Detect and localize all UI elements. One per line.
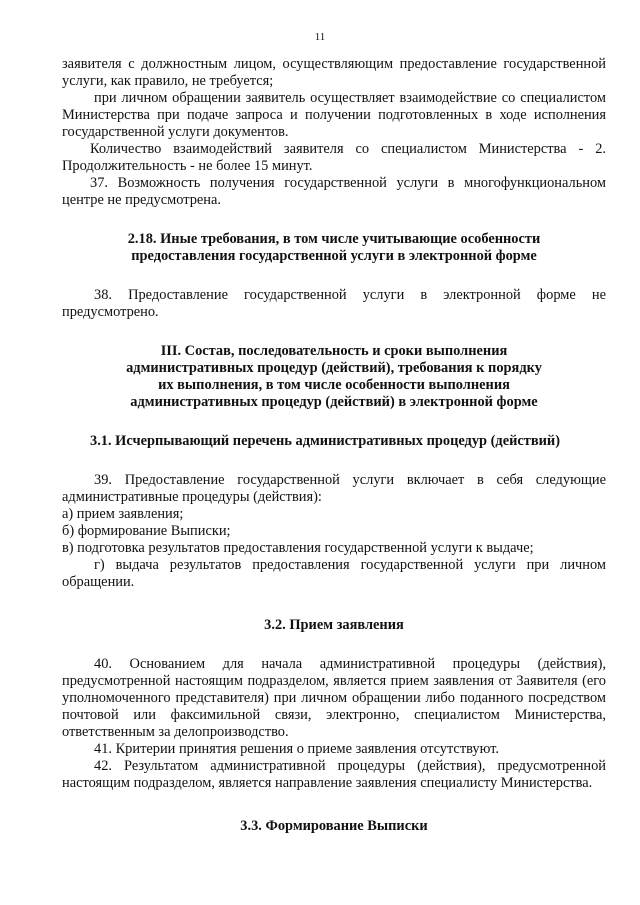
paragraph-continuation: заявителя с должностным лицом, осуществляющим предоставление государственной услуги, как правило, не требуется; [62,56,606,89]
section-2-18-heading [62,231,606,265]
page-number: 11 [314,31,326,43]
paragraph-38: 38. Предоставление государственной услуги в электронной форме не предусмотрено. [62,287,606,320]
paragraph-37: 37. Возможность получения государственной услуги в многофункциональном центре не предусмотрена. [62,175,606,208]
heading-line: III. Состав, последовательность и сроки выполнения [160,343,508,359]
heading-line: административных процедур (действий), требования к порядку [126,360,542,376]
list-item: б) формирование Выписки; [62,523,231,539]
section-3-3-heading: 3.3. Формирование Выписки [240,818,428,834]
paragraph-41: 41. Критерии принятия решения о приеме заявления отсутствуют. [94,741,499,757]
list-item: а) прием заявления; [62,506,184,522]
paragraph-42: 42. Результатом административной процедуры (действия), предусмотренной настоящим подразделом, является направление заявления специалисту Министерства. [62,758,606,791]
paragraph-interactions-count: Количество взаимодействий заявителя со специалистом Министерства - 2. Продолжительность - не более 15 минут. [62,141,606,174]
chapter-3-heading [62,343,606,411]
document-body [62,56,606,835]
list-item: в) подготовка результатов предоставления государственной услуги к выдаче; [62,540,534,556]
heading-line: административных процедур (действий) в электронной форме [130,394,538,410]
heading-line: их выполнения, в том числе особенности выполнения [158,377,510,393]
paragraph-39: 39. Предоставление государственной услуги включает в себя следующие административные процедуры (действия): [62,472,606,505]
paragraph-40: 40. Основанием для начала административной процедуры (действия), предусмотренной настоящим подразделом, является прием заявления от Заявителя (его уполномоченного представителя) при личном обращении либо поданного посредством почтовой или факсимильной связи, электронно, специалистом Министерства, ответственным за делопроизводство. [62,656,606,740]
heading-line: 2.18. Иные требования, в том числе учитывающие особенности [127,231,541,247]
paragraph-personal-appeal: при личном обращении заявитель осуществляет взаимодействие со специалистом Министерства при подаче запроса и получении подготовленных в ходе исполнения государственной услуги документов. [62,90,606,140]
section-3-1-heading: 3.1. Исчерпывающий перечень административных процедур (действий) [90,433,560,449]
section-3-2-heading: 3.2. Прием заявления [264,617,404,633]
list-item: г) выдача результатов предоставления государственной услуги при личном обращении. [62,557,606,590]
heading-line: предоставления государственной услуги в электронной форме [131,248,537,264]
